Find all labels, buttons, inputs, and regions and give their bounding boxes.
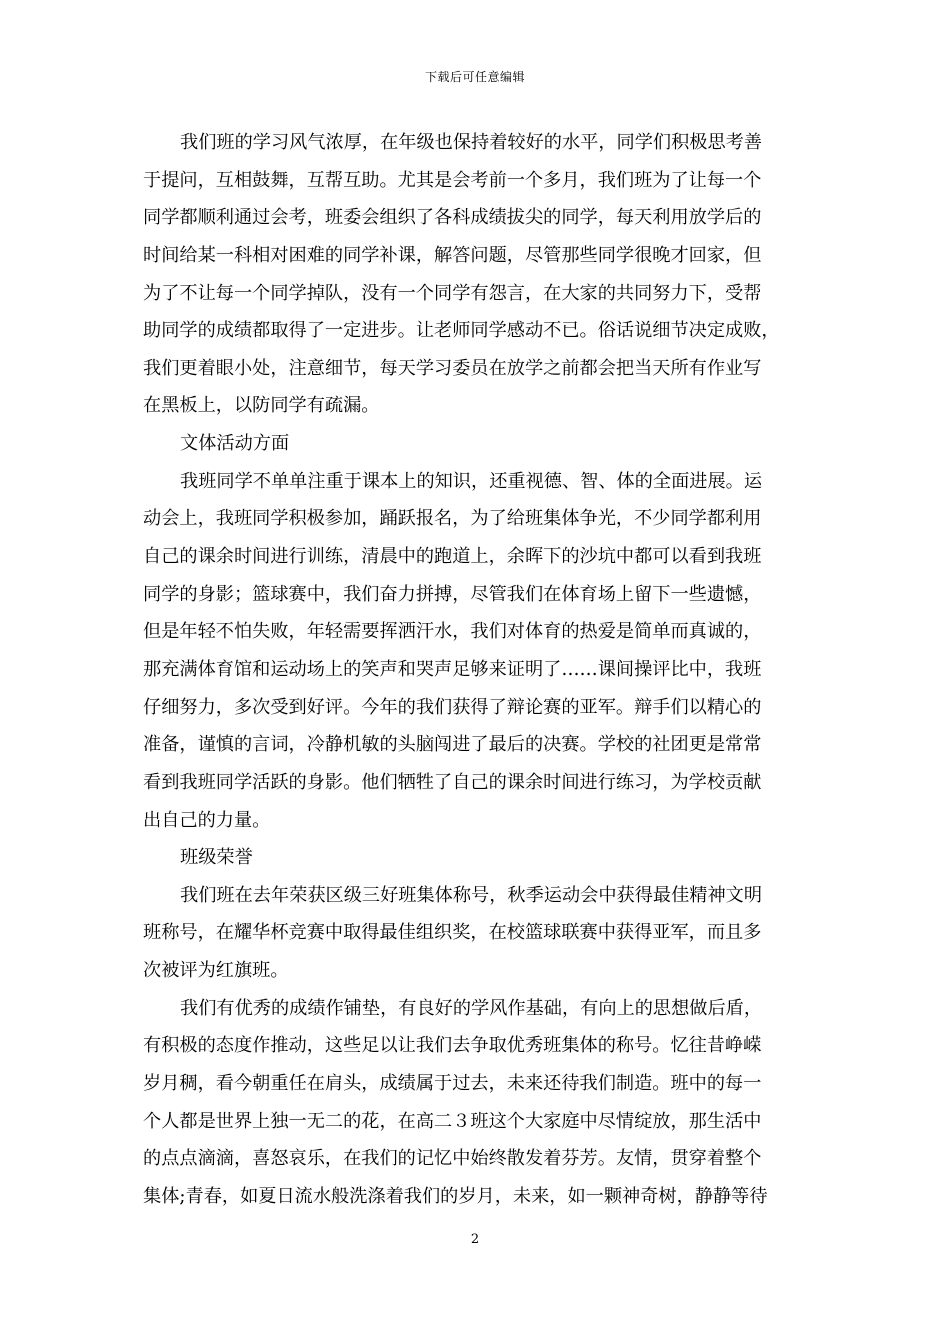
text-line: 那充满体育馆和运动场上的笑声和哭声足够来证明了……课间操评比中，我班	[143, 658, 762, 680]
text-line: 时间给某一科相对困难的同学补课，解答问题，尽管那些同学很晚才回家，但	[143, 244, 762, 266]
page-header: 下载后可任意编辑	[424, 70, 525, 84]
text-line: 我们有优秀的成绩作铺垫，有良好的学风作基础，有向上的思想做后盾，	[180, 997, 763, 1019]
text-line: 个人都是世界上独一无二的花，在高二３班这个大家庭中尽情绽放，那生活中	[143, 1110, 762, 1132]
text-line: 同学的身影；篮球赛中，我们奋力拼搏，尽管我们在体育场上留下一些遗憾，	[143, 583, 762, 605]
text-line: 有积极的态度作推动，这些足以让我们去争取优秀班集体的称号。忆往昔峥嵘	[143, 1035, 762, 1057]
text-line: 看到我班同学活跃的身影。他们牺牲了自己的课余时间进行练习，为学校贡献	[143, 771, 762, 793]
text-line: 次被评为红旗班。	[143, 960, 289, 982]
text-line: 的点点滴滴，喜怒哀乐，在我们的记忆中始终散发着芬芳。友情，贯穿着整个	[143, 1148, 762, 1170]
text-line: 动会上，我班同学积极参加，踊跃报名，为了给班集体争光，不少同学都利用	[143, 508, 762, 530]
text-line: 但是年轻不怕失败，年轻需要挥洒汗水，我们对体育的热爱是简单而真诚的，	[143, 621, 762, 643]
text-line: 同学都顺利通过会考，班委会组织了各科成绩拔尖的同学，每天利用放学后的	[143, 207, 762, 229]
text-line: 我们更着眼小处，注意细节，每天学习委员在放学之前都会把当天所有作业写	[143, 357, 762, 379]
page-number: 2	[470, 1232, 480, 1247]
text-line: 准备，谨慎的言词，冷静机敏的头脑闯进了最后的决赛。学校的社团更是常常	[143, 734, 762, 756]
text-line: 自己的课余时间进行训练，清晨中的跑道上，余晖下的沙坑中都可以看到我班	[143, 546, 762, 568]
text-line: 在黑板上，以防同学有疏漏。	[143, 395, 380, 417]
text-line: 仔细努力，多次受到好评。今年的我们获得了辩论赛的亚军。辩手们以精心的	[143, 696, 762, 718]
text-line: 班级荣誉	[180, 847, 253, 869]
text-line: 岁月稠，看今朝重任在肩头，成绩属于过去，未来还待我们制造。班中的每一	[143, 1073, 762, 1095]
body-text	[143, 124, 807, 1216]
text-line: 文体活动方面	[180, 433, 290, 455]
text-line: 出自己的力量。	[143, 809, 271, 831]
text-line: 我们班在去年荣获区级三好班集体称号，秋季运动会中获得最佳精神文明	[180, 884, 763, 906]
text-line: 为了不让每一个同学掉队，没有一个同学有怨言，在大家的共同努力下，受帮	[143, 282, 762, 304]
text-line: 于提问，互相鼓舞，互帮互助。尤其是会考前一个多月，我们班为了让每一个	[143, 169, 762, 191]
text-line: 集体;青春，如夏日流水般洗涤着我们的岁月，未来，如一颗神奇树，静静等待	[143, 1185, 768, 1207]
text-line: 班称号，在耀华杯竞赛中取得最佳组织奖，在校篮球联赛中获得亚军，而且多	[143, 922, 762, 944]
text-line: 我们班的学习风气浓厚，在年级也保持着较好的水平，同学们积极思考善	[180, 132, 763, 153]
text-line: 我班同学不单单注重于课本上的知识，还重视德、智、体的全面进展。运	[180, 470, 763, 492]
text-line: 助同学的成绩都取得了一定进步。让老师同学感动不已。俗话说细节决定成败，	[143, 320, 780, 342]
